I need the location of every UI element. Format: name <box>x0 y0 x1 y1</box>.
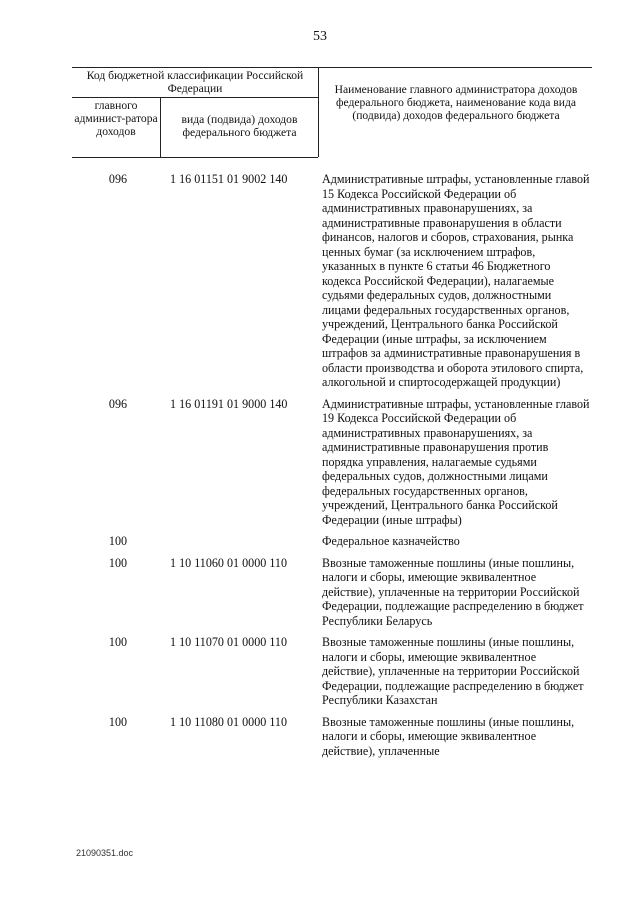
header-admin-column: главного админист-ратора доходов <box>74 99 158 138</box>
table-row <box>0 635 640 708</box>
header-middle-rule <box>72 97 318 98</box>
row-admin-code: 100 <box>108 555 128 570</box>
table-row <box>0 397 640 528</box>
row-name: Ввозные таможенные пошлины (иные пошлины, налоги и сборы, имеющие эквивалентное действие), уплаченные на территории Российской Федерации, подлежащие распределению в бюджет Республики Казахстан <box>322 635 584 707</box>
table-row <box>0 556 640 629</box>
row-admin-code: 096 <box>108 396 128 411</box>
row-income-code: 1 10 11070 01 0000 110 <box>170 635 288 649</box>
header-top-rule <box>72 67 592 68</box>
header-column-divider <box>318 67 319 157</box>
header-name-column: Наименование главного администратора доходов федерального бюджета, наименование кода вида (подвида) доходов федерального бюджета <box>334 83 578 122</box>
document-filename: 21090351.doc <box>76 848 134 858</box>
row-name: Федеральное казначейство <box>322 534 460 548</box>
table-row <box>0 172 640 390</box>
table-body <box>0 172 640 765</box>
row-admin-code: 100 <box>108 714 128 729</box>
row-admin-code: 096 <box>108 172 128 186</box>
row-name: Ввозные таможенные пошлины (иные пошлины, налоги и сборы, имеющие эквивалентное действие), уплаченные на территории Российской Федерации, подлежащие распределению в бюджет Республики Беларусь <box>322 555 584 628</box>
row-income-code: 1 16 01191 01 9000 140 <box>170 396 288 411</box>
row-admin-code: 100 <box>108 635 128 649</box>
table-row <box>0 534 640 549</box>
row-name: Административные штрафы, установленные главой 15 Кодекса Российской Федерации об административных правонарушениях, за административные правонарушения в области финансов, налогов и сборов, страхования, рынка ценных бумаг (за исключением штрафов, указанных в пункте 6 статьи 46 Бюджетного кодекса Российской Федерации), налагаемые судьями федеральных судов, должностными лицами федеральных государственных органов, учреждений, Центрального банка Российской Федерации (иные штрафы, за исключением штрафов за административные правонарушения в области производства и оборота этилового спирта, алкогольной и спиртосодержащей продукции) <box>322 172 590 389</box>
row-admin-code: 100 <box>108 534 128 548</box>
row-income-code: 1 16 01151 01 9002 140 <box>170 172 288 186</box>
table-header <box>72 67 592 157</box>
table-row <box>0 715 640 759</box>
row-income-code: 1 10 11060 01 0000 110 <box>170 555 288 570</box>
row-name: Административные штрафы, установленные главой 19 Кодекса Российской Федерации об административных правонарушениях, за административные правонарушения против порядка управления, налагаемые судьями федеральных судов, должностными лицами федеральных государственных органов, учреждений, Центрального банка Российской Федерации (иные штрафы) <box>322 396 590 527</box>
header-bottom-rule <box>72 157 318 158</box>
row-income-code: 1 10 11080 01 0000 110 <box>170 714 288 729</box>
header-type-column: вида (подвида) доходов федерального бюджета <box>181 113 298 139</box>
header-kbk: Код бюджетной классификации Российской Федерации <box>86 69 304 95</box>
page-number: 53 <box>313 29 327 44</box>
row-name: Ввозные таможенные пошлины (иные пошлины, налоги и сборы, имеющие эквивалентное действие), уплаченные <box>322 714 575 758</box>
